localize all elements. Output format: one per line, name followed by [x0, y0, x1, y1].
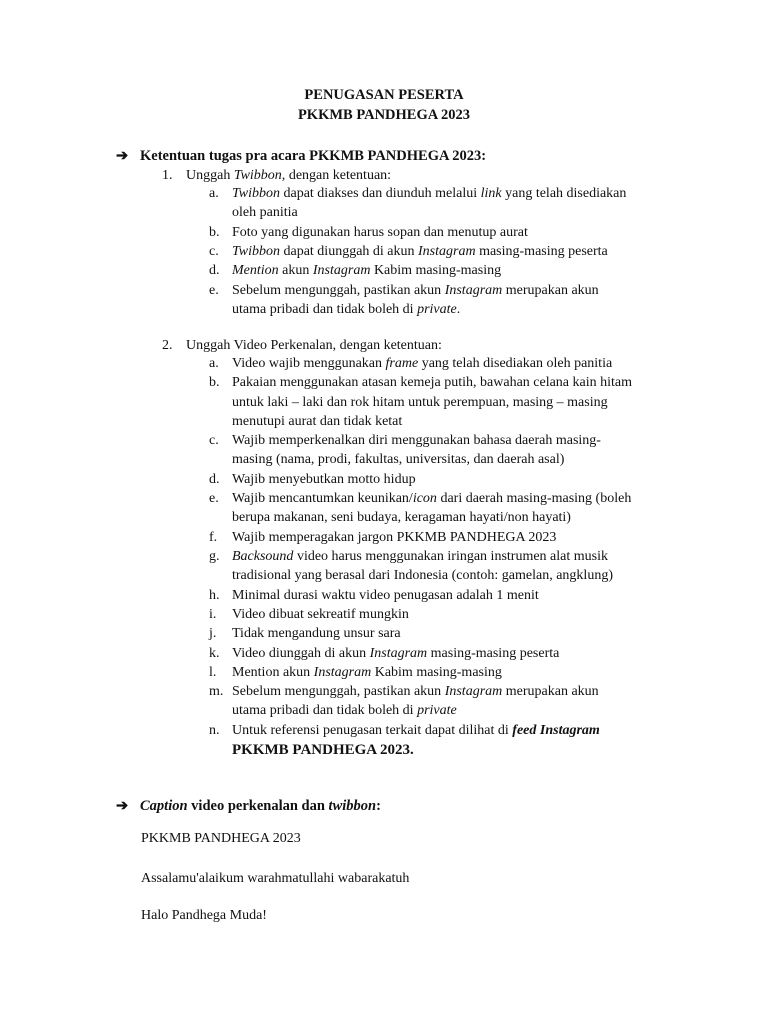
- text-segment: Mention: [232, 263, 279, 279]
- sub-line: [232, 302, 460, 318]
- sub-label: e.: [209, 282, 219, 298]
- text-segment: Mention akun: [232, 664, 314, 680]
- text-segment: berupa makanan, seni budaya, keragaman hayati/non hayati): [232, 510, 571, 526]
- text-segment: merupakan akun: [502, 282, 599, 298]
- text-segment: feed Instagram: [512, 722, 600, 738]
- text-segment: Twibbon: [232, 186, 280, 201]
- sub-line: [232, 491, 631, 507]
- sub-line: [232, 703, 457, 719]
- text-segment: yang telah disediakan oleh panitia: [418, 356, 613, 371]
- text-segment: Sebelum mengunggah, pastikan akun: [232, 282, 445, 298]
- sub-label: i.: [209, 606, 217, 622]
- caption-line-1: PKKMB PANDHEGA 2023: [141, 831, 301, 846]
- sub-line: [232, 452, 564, 468]
- sub-line: [232, 626, 401, 642]
- sub-label: j.: [209, 626, 217, 642]
- sub-label: l.: [209, 664, 217, 680]
- text-segment: .: [456, 301, 461, 317]
- text-segment: Twibbon: [232, 243, 280, 259]
- sub-line: [232, 395, 608, 411]
- section-1-heading: Ketentuan tugas pra acara PKKMB PANDHEGA 2023:: [140, 148, 487, 164]
- sub-label: f.: [209, 529, 218, 545]
- text-segment: masing-masing peserta: [475, 243, 608, 259]
- sub-label: k.: [209, 645, 220, 661]
- text-segment: Video wajib menggunakan: [232, 356, 386, 371]
- text-segment: icon: [412, 491, 437, 507]
- sub-line: [232, 684, 599, 700]
- text-segment: Minimal durasi waktu video penugasan adalah 1 menit: [232, 587, 539, 603]
- text-segment: dapat diakses dan diunduh melalui: [279, 186, 481, 201]
- text-segment: menutupi aurat dan tidak ketat: [232, 413, 403, 429]
- text-segment: Untuk referensi penugasan terkait dapat dilihat di: [232, 722, 513, 738]
- text-segment: Wajib memperagakan jargon PKKMB PANDHEGA 2023: [232, 529, 557, 545]
- sub-line: [232, 646, 559, 662]
- text-segment: Tidak mengandung unsur sara: [232, 626, 401, 642]
- text-segment: utama pribadi dan tidak boleh di: [232, 301, 418, 317]
- text-segment: utama pribadi dan tidak boleh di: [232, 703, 418, 719]
- caption-line-3: Halo Pandhega Muda!: [141, 908, 267, 923]
- sub-label: g.: [209, 549, 220, 564]
- text-segment: Instagram: [444, 282, 503, 298]
- text-segment: masing (nama, prodi, fakultas, universitas, dan daerah asal): [232, 452, 565, 468]
- section-2-em2: twibbon: [328, 798, 377, 814]
- section-2-mid: video perkenalan dan: [187, 798, 329, 814]
- text-segment: yang telah disediakan: [501, 186, 627, 201]
- sub-label: a.: [209, 186, 219, 201]
- section-1-arrow-icon: ➔: [116, 148, 129, 164]
- sub-line: [232, 375, 632, 391]
- sub-line: [232, 414, 402, 430]
- item-2-number: 2.: [162, 338, 173, 353]
- sub-line: [232, 186, 626, 202]
- text-segment: Video dibuat sekreatif mungkin: [232, 606, 409, 622]
- sub-label: d.: [209, 263, 220, 279]
- sub-label: d.: [209, 471, 220, 487]
- sub-label: b.: [209, 375, 220, 391]
- text-segment: Foto yang digunakan harus sopan dan menutup aurat: [232, 224, 528, 240]
- sub-label: m.: [209, 684, 224, 700]
- section-2-heading: [140, 798, 381, 815]
- sub-line: [232, 433, 601, 449]
- text-segment: Kabim masing-masing: [371, 664, 502, 680]
- sub-label: b.: [209, 224, 220, 240]
- sub-label: e.: [209, 491, 219, 507]
- text-segment: dapat diunggah di akun: [279, 243, 419, 259]
- sub-line: [232, 588, 539, 604]
- item-1-em: Twibbon,: [233, 168, 286, 183]
- text-segment: video harus menggunakan iringan instrumen alat musik: [293, 549, 608, 564]
- text-segment: tradisional yang berasal dari Indonesia (contoh: gamelan, angklung): [232, 568, 613, 584]
- sub-line: [232, 472, 416, 488]
- text-segment: Instagram: [444, 684, 503, 700]
- sub-line: [232, 549, 608, 565]
- sub-line: [232, 510, 571, 526]
- sub-line: [232, 356, 612, 372]
- sub-line: [232, 742, 414, 759]
- text-segment: Backsound: [232, 549, 294, 564]
- text-segment: Kabim masing-masing: [370, 263, 502, 279]
- text-segment: PKKMB PANDHEGA 2023.: [232, 741, 414, 758]
- text-segment: Sebelum mengunggah, pastikan akun: [232, 684, 445, 700]
- sub-line: [232, 568, 613, 584]
- text-segment: merupakan akun: [502, 684, 599, 700]
- text-segment: Instagram: [418, 243, 476, 259]
- section-2-arrow-icon: ➔: [116, 798, 129, 814]
- document-title-line-2: PKKMB PANDHEGA 2023: [297, 107, 471, 123]
- item-1-pre: Unggah: [186, 168, 234, 183]
- sub-line: [232, 530, 556, 546]
- sub-line: [232, 244, 608, 260]
- sub-label: c.: [209, 433, 219, 449]
- item-2-text: Unggah Video Perkenalan, dengan ketentuan:: [186, 338, 442, 353]
- text-segment: private: [417, 703, 457, 719]
- text-segment: oleh panitia: [232, 205, 298, 221]
- document-title-line-1: PENUGASAN PESERTA: [304, 87, 464, 103]
- text-segment: link: [480, 186, 502, 201]
- text-segment: masing-masing peserta: [427, 645, 560, 661]
- text-segment: Instagram: [369, 645, 428, 661]
- sub-line: [232, 225, 528, 241]
- sub-label: c.: [209, 243, 219, 259]
- section-2-em: Caption: [140, 798, 188, 814]
- text-segment: Wajib menyebutkan motto hidup: [232, 471, 416, 487]
- text-segment: Video diunggah di akun: [232, 645, 370, 661]
- text-segment: dari daerah masing-masing (boleh: [436, 491, 632, 507]
- text-segment: Pakaian menggunakan atasan kemeja putih, bawahan celana kain hitam: [232, 375, 633, 391]
- text-segment: akun: [278, 263, 313, 279]
- sub-label: a.: [209, 356, 219, 371]
- text-segment: Instagram: [312, 263, 371, 279]
- sub-line: [232, 263, 501, 279]
- text-segment: frame: [385, 356, 419, 371]
- sub-line: [232, 723, 600, 739]
- section-2-end: :: [376, 798, 381, 814]
- sub-line: [232, 283, 599, 299]
- caption-line-2: Assalamu'alaikum warahmatullahi wabarakatuh: [141, 871, 410, 886]
- item-1-number: 1.: [162, 168, 173, 183]
- sub-label: h.: [209, 587, 220, 603]
- text-segment: Wajib mencantumkan keunikan/: [232, 491, 413, 507]
- sub-line: [232, 665, 502, 681]
- item-1-post: dengan ketentuan:: [285, 168, 392, 183]
- sub-line: [232, 607, 409, 623]
- text-segment: Wajib memperkenalkan diri menggunakan bahasa daerah masing-: [232, 433, 601, 449]
- text-segment: untuk laki – laki dan rok hitam untuk perempuan, masing – masing: [232, 394, 608, 410]
- sub-line: [232, 205, 298, 221]
- text-segment: Instagram: [313, 664, 372, 680]
- item-1-text: [186, 168, 391, 184]
- sub-label: n.: [209, 722, 220, 738]
- text-segment: private: [417, 301, 457, 317]
